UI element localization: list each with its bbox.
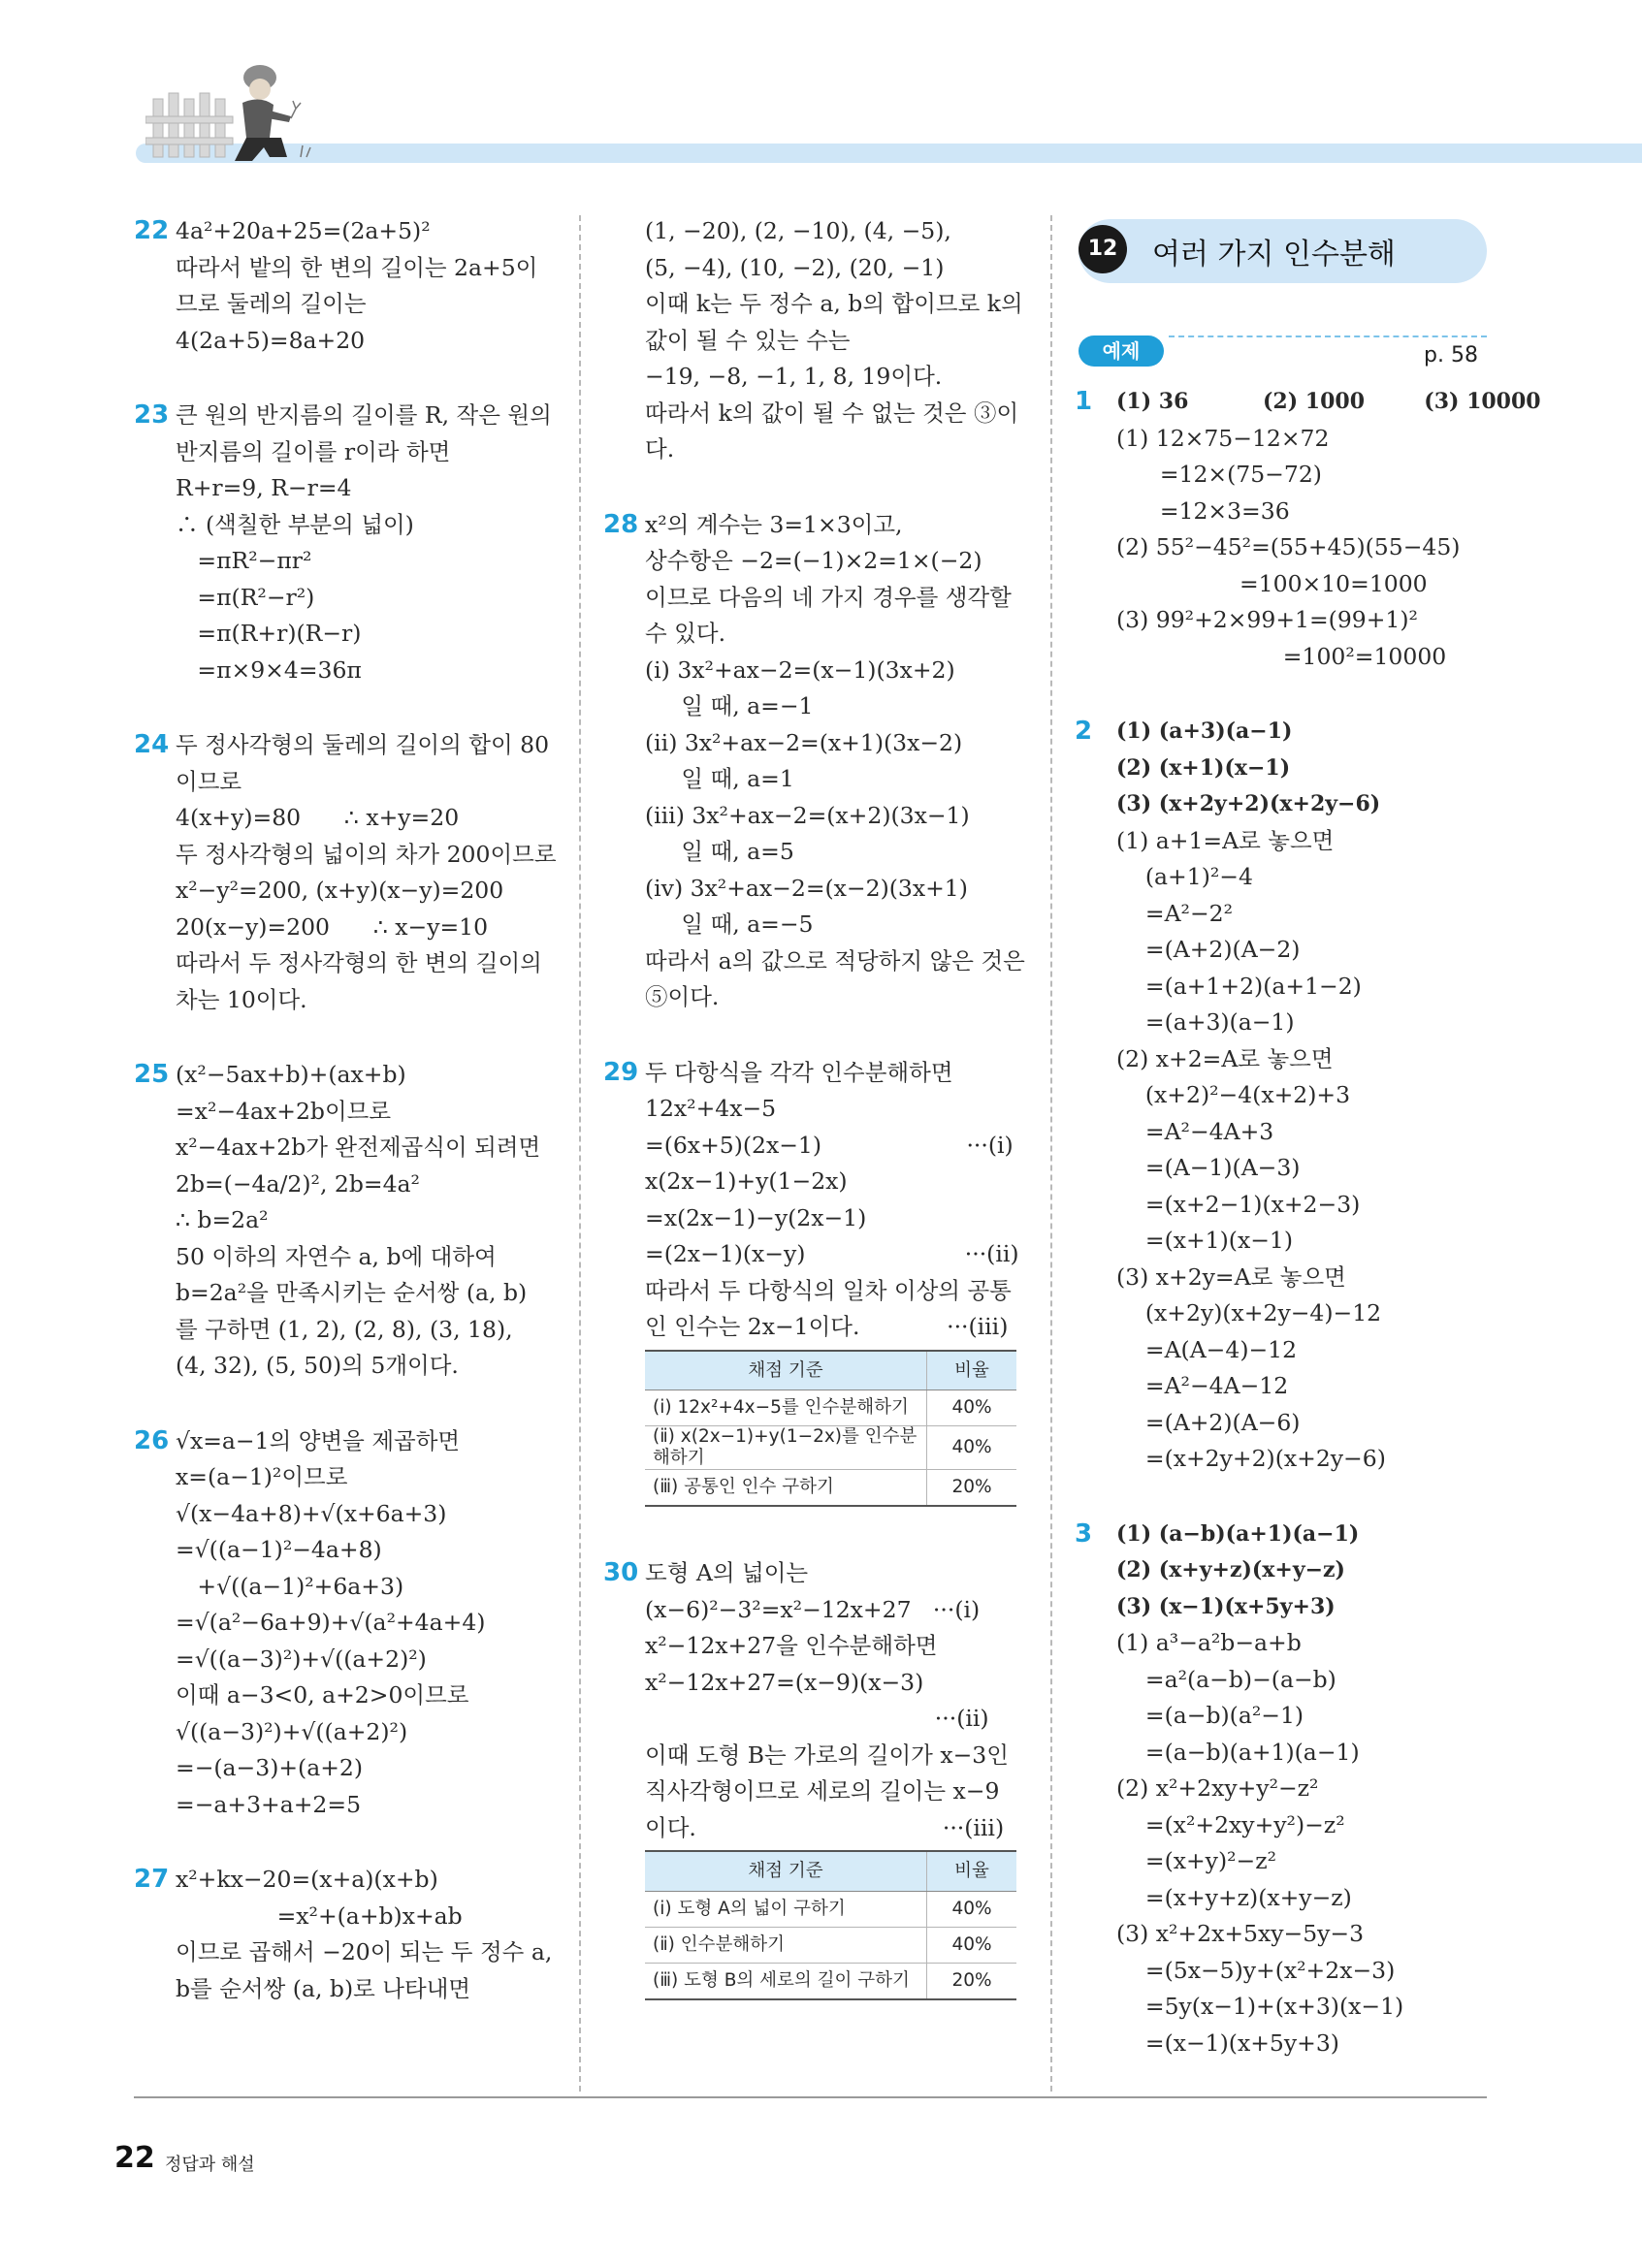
solution-line: √(x−4a+8)+√(x+6a+3) <box>176 1499 447 1527</box>
solution-line: (x²−5ax+b)+(ax+b) <box>176 1061 406 1088</box>
example-divider <box>1169 335 1487 337</box>
solution-line: 따라서 k의 값이 될 수 없는 것은 ③이 <box>645 399 1019 427</box>
solution-line: 두 다항식을 각각 인수분해하면 <box>645 1058 953 1086</box>
solution-line: (ⅳ) 3x²+ax−2=(x−2)(3x+1) <box>645 874 968 902</box>
scoring-ratio: 20% <box>927 1963 1017 1999</box>
solution-line: 일 때, a=−1 <box>645 692 814 719</box>
scoring-criterion: (ⅰ) 12x²+4x−5를 인수분해하기 <box>645 1390 927 1426</box>
solution-line: =π(R+r)(R−r) <box>176 620 362 647</box>
page-number: 22 <box>114 2141 155 2175</box>
solution-line: (1) a³−a²b−a+b <box>1116 1629 1302 1656</box>
solution-line: (1) 12×75−12×72 <box>1116 424 1330 452</box>
problem-number: 24 <box>134 730 170 759</box>
topic-badge: 12강 <box>1079 225 1127 273</box>
solution-line: =(a+3)(a−1) <box>1116 1008 1295 1036</box>
scoring-criterion: (ⅲ) 공통인 인수 구하기 <box>645 1470 927 1507</box>
solution-line: =A²−4A+3 <box>1116 1117 1274 1145</box>
example-tag: 예제 <box>1079 335 1164 367</box>
scoring-row <box>645 1891 1016 1927</box>
solution-line: (ⅰ) 3x²+ax−2=(x−1)(3x+2) <box>645 655 955 684</box>
solution-line: (2) x+2=A로 놓으면 <box>1116 1044 1334 1072</box>
solution-line: (x+2y)(x+2y−4)−12 <box>1116 1299 1382 1326</box>
solution-line: x=(a−1)²이므로 <box>176 1463 348 1490</box>
solution-line: =A(A−4)−12 <box>1116 1335 1298 1363</box>
problem <box>134 398 561 688</box>
problem-body <box>645 1055 1030 1517</box>
problem <box>134 1423 561 1824</box>
solution-line: 직사각형이므로 세로의 길이는 x−9 <box>645 1777 1000 1805</box>
solution-line: =(x+2−1)(x+2−3) <box>1116 1190 1361 1218</box>
scoring-table <box>645 1850 1016 2000</box>
problem <box>1075 1517 1501 2062</box>
solution-line: 상수항은 −2=(−1)×2=1×(−2) <box>645 547 982 574</box>
solution-line: 일 때, a=1 <box>645 765 794 792</box>
answer-line: (3) (x+2y+2)(x+2y−6) <box>1116 791 1381 816</box>
solution-line: 다. <box>645 435 675 463</box>
solution-line: √x=a−1의 양변을 제곱하면 <box>176 1426 461 1454</box>
solution-line: x(2x−1)+y(1−2x) <box>645 1167 848 1195</box>
solution-line: =x(2x−1)−y(2x−1) <box>645 1203 867 1231</box>
solution-line: 이때 k는 두 정수 a, b의 합이므로 k의 <box>645 290 1023 317</box>
problem <box>134 1862 561 2007</box>
solution-line: =(A+2)(A−2) <box>1116 936 1301 963</box>
solution-line: (ⅲ) 3x²+ax−2=(x+2)(3x−1) <box>645 801 970 829</box>
solution-line: 4a²+20a+25=(2a+5)² <box>176 217 431 244</box>
problem-body <box>176 398 561 688</box>
column-divider <box>1050 215 1052 2092</box>
problem-number: 22 <box>134 216 170 245</box>
answer-line: (1) 36 (2) 1000 (3) 10000 <box>1116 389 1541 414</box>
solution-line: (x+2)²−4(x+2)+3 <box>1116 1081 1351 1108</box>
scoring-row <box>645 1963 1016 1999</box>
solution-line: =12×3=36 <box>1116 496 1290 525</box>
solution-line: =a²(a−b)−(a−b) <box>1116 1665 1336 1693</box>
problem <box>134 213 561 359</box>
problem-body <box>176 1423 561 1824</box>
solution-line: ···(ⅱ) <box>645 1705 989 1732</box>
solution-line: 이므로 곱해서 −20이 되는 두 정수 a, <box>176 1938 553 1965</box>
solution-line: =(A+2)(A−6) <box>1116 1408 1301 1436</box>
solution-line: b를 순서쌍 (a, b)로 나타내면 <box>176 1974 471 2002</box>
solution-line: =100×10=1000 <box>1116 569 1428 597</box>
solution-line: 값이 될 수 있는 수는 <box>645 326 851 354</box>
solution-line: =(x−1)(x+5y+3) <box>1116 2028 1339 2057</box>
solution-line: 큰 원의 반지름의 길이를 R, 작은 원의 <box>176 401 552 429</box>
answer-line: (2) (x+y+z)(x+y−z) <box>1116 1557 1345 1582</box>
solution-line: =−(a−3)+(a+2) <box>176 1754 364 1781</box>
problem <box>603 1055 1030 1517</box>
answer-line: (1) (a−b)(a+1)(a−1) <box>1116 1520 1360 1547</box>
problem <box>603 1555 1030 2010</box>
problem-number: 25 <box>134 1060 170 1089</box>
solution-line: 이므로 다음의 네 가지 경우를 생각할 <box>645 583 1012 611</box>
solution-line: 수 있다. <box>645 620 726 647</box>
problem-body <box>1116 714 1501 1478</box>
solution-line: (1, −20), (2, −10), (4, −5), <box>645 217 951 244</box>
solution-line: (ⅱ) 3x²+ax−2=(x+1)(3x−2) <box>645 728 963 756</box>
solution-line: 일 때, a=5 <box>645 838 794 865</box>
solution-line: 이므로 <box>176 767 242 795</box>
example-number: 2 <box>1075 717 1093 746</box>
solution-line: =(a+1+2)(a+1−2) <box>1116 972 1362 1000</box>
solution-line: =(a−b)(a+1)(a−1) <box>1116 1738 1360 1766</box>
answer-line: (3) (x−1)(x+5y+3) <box>1116 1593 1336 1619</box>
solution-line: =√((a−1)²−4a+8) <box>176 1536 382 1563</box>
footer-label: 정답과 해설 <box>165 2155 255 2175</box>
scoring-ratio: 20% <box>927 1470 1017 1507</box>
answer-line: (1) (a+3)(a−1) <box>1116 719 1293 744</box>
solution-line: =√(a²−6a+9)+√(a²+4a+4) <box>176 1609 486 1636</box>
solution-line: 20(x−y)=200 ∴ x−y=10 <box>176 912 489 941</box>
solution-line: =(A−1)(A−3) <box>1116 1154 1301 1181</box>
scoring-ratio: 40% <box>927 1891 1017 1927</box>
solution-line: −19, −8, −1, 1, 8, 19이다. <box>645 363 943 390</box>
solution-line: =(6x+5)(2x−1) ···(ⅰ) <box>645 1131 1014 1159</box>
problem-number: 30 <box>603 1558 639 1587</box>
solution-line: 50 이하의 자연수 a, b에 대하여 <box>176 1242 497 1270</box>
problem-body <box>1116 1517 1501 2062</box>
problem <box>603 507 1030 1016</box>
scoring-ratio: 40% <box>927 1927 1017 1963</box>
solution-line: =π(R²−r²) <box>176 583 315 611</box>
solution-line: =x²+(a+b)x+ab <box>176 1901 463 1930</box>
solution-line: =√((a−3)²)+√((a+2)²) <box>176 1645 427 1673</box>
scoring-ratio: 40% <box>927 1426 1017 1470</box>
solution-line: =(5x−5)y+(x²+2x−3) <box>1116 1956 1396 1984</box>
solution-line: +√((a−1)²+6a+3) <box>176 1572 404 1600</box>
solution-line: 4(x+y)=80 ∴ x+y=20 <box>176 804 460 831</box>
problem-number: 26 <box>134 1425 170 1455</box>
solution-line: ∴ b=2a² <box>176 1206 269 1233</box>
solution-line: 를 구하면 (1, 2), (2, 8), (3, 18), <box>176 1315 513 1343</box>
scoring-table <box>645 1350 1016 1508</box>
scoring-row <box>645 1426 1016 1470</box>
answer-line: (2) (x+1)(x−1) <box>1116 754 1291 781</box>
scoring-row <box>645 1927 1016 1963</box>
problem-number: 29 <box>603 1057 639 1087</box>
solution-line: (a+1)²−4 <box>1116 863 1253 890</box>
solution-line: =−a+3+a+2=5 <box>176 1790 362 1818</box>
solution-line: (1) a+1=A로 놓으면 <box>1116 826 1335 854</box>
solution-line: (2) 55²−45²=(55+45)(55−45) <box>1116 533 1461 560</box>
scoring-criterion: (ⅱ) x(2x−1)+y(1−2x)를 인수분해하기 <box>645 1426 927 1470</box>
solution-line: 두 정사각형의 넓이의 차가 200이므로 <box>176 840 557 868</box>
problem-continuation <box>603 213 1030 468</box>
solution-line: (5, −4), (10, −2), (20, −1) <box>645 253 945 281</box>
solution-line: x²−12x+27을 인수분해하면 <box>645 1632 938 1659</box>
footer-rule <box>134 2096 1487 2098</box>
solution-line: (2) x²+2xy+y²−z² <box>1116 1774 1319 1802</box>
solution-line: 반지름의 길이를 r이라 하면 <box>176 437 451 465</box>
solution-line: =5y(x−1)+(x+3)(x−1) <box>1116 1993 1404 2020</box>
column-2 <box>603 213 1030 2049</box>
scoring-criterion: (ⅱ) 인수분해하기 <box>645 1927 927 1963</box>
solution-line: =(x²+2xy+y²)−z² <box>1116 1810 1345 1838</box>
scoring-header: 채점 기준 <box>645 1851 927 1891</box>
solution-line: =π×9×4=36π <box>176 655 362 684</box>
solution-line: 이다. ···(ⅲ) <box>645 1813 1005 1841</box>
ratio-header: 비율 <box>927 1851 1017 1891</box>
solution-line: =A²−2² <box>1116 899 1234 927</box>
problem-number: 28 <box>603 509 639 539</box>
spacer <box>603 213 645 468</box>
problem-body <box>645 213 1030 468</box>
solution-line: (3) x+2y=A로 놓으면 <box>1116 1262 1346 1291</box>
solution-line: 도형 A의 넓이는 <box>645 1559 809 1586</box>
solution-line: =100²=10000 <box>1116 642 1447 670</box>
solution-line: =(2x−1)(x−y) ···(ⅱ) <box>645 1240 1019 1267</box>
solution-line: 따라서 두 다항식의 일차 이상의 공통 <box>645 1276 1012 1304</box>
solution-line: 2b=(−4a/2)², 2b=4a² <box>176 1169 420 1198</box>
problem-number: 27 <box>134 1865 170 1894</box>
example-number: 3 <box>1075 1518 1093 1549</box>
solution-line: 따라서 두 정사각형의 한 변의 길이의 <box>176 949 542 976</box>
problem <box>1075 384 1541 675</box>
problem-body <box>176 1862 561 2007</box>
solution-line: 두 정사각형의 둘레의 길이의 합이 80 <box>176 731 550 758</box>
header-band <box>136 144 1642 163</box>
solution-line: =A²−4A−12 <box>1116 1372 1289 1399</box>
solution-line: √((a−3)²)+√((a+2)²) <box>176 1717 408 1745</box>
solution-line: 12x²+4x−5 <box>645 1095 777 1122</box>
solution-line: R+r=9, R−r=4 <box>176 474 352 501</box>
solution-line: 인 인수는 2x−1이다. ···(ⅲ) <box>645 1313 1009 1340</box>
solution-line: 따라서 a의 값으로 적당하지 않은 것은 <box>645 946 1025 974</box>
solution-line: =(x+2y+2)(x+2y−6) <box>1116 1445 1386 1472</box>
solution-line: (4, 32), (5, 50)의 5개이다. <box>176 1352 459 1379</box>
problem-body <box>176 213 561 359</box>
problem <box>134 727 561 1018</box>
topic-title: 여러 가지 인수분해 <box>1152 238 1396 272</box>
solution-line: x²−y²=200, (x+y)(x−y)=200 <box>176 877 504 904</box>
solution-line: ⑤이다. <box>645 983 720 1010</box>
example-number: 1 <box>1075 387 1093 416</box>
problem-body <box>645 1555 1030 2010</box>
column-divider <box>579 215 581 2092</box>
solution-line: ∴ (색칠한 부분의 넓이) <box>176 510 414 538</box>
problem-body <box>645 507 1030 1016</box>
solution-line: 므로 둘레의 길이는 <box>176 290 367 317</box>
solution-line: x²−12x+27=(x−9)(x−3) <box>645 1668 924 1696</box>
scoring-row <box>645 1470 1016 1507</box>
example-page-ref: p. 58 <box>1424 343 1478 367</box>
solution-line: =(x+y+z)(x+y−z) <box>1116 1883 1352 1911</box>
solution-line: =(x+1)(x−1) <box>1116 1227 1294 1254</box>
solution-line: =(x+y)²−z² <box>1116 1847 1277 1874</box>
scoring-criterion: (ⅲ) 도형 B의 세로의 길이 구하기 <box>645 1963 927 1999</box>
column-3 <box>1075 384 1541 2100</box>
solution-line: x²−4ax+2b가 완전제곱식이 되려면 <box>176 1134 541 1161</box>
gardener-illustration <box>145 60 315 167</box>
solution-line: (x−6)²−3²=x²−12x+27 ···(ⅰ) <box>645 1595 981 1623</box>
solution-line: x²의 계수는 3=1×3이고, <box>645 510 903 538</box>
problem-number: 23 <box>134 400 170 430</box>
problem-body <box>176 1057 561 1385</box>
scoring-ratio: 40% <box>927 1390 1017 1426</box>
solution-line: b=2a²을 만족시키는 순서쌍 (a, b) <box>176 1279 528 1306</box>
solution-line: =πR²−πr² <box>176 547 312 574</box>
column-1 <box>134 213 561 2046</box>
solution-line: =12×(75−72) <box>1116 461 1322 488</box>
solution-line: (3) 99²+2×99+1=(99+1)² <box>1116 606 1418 633</box>
scoring-header: 채점 기준 <box>645 1351 927 1390</box>
solution-line: 차는 10이다. <box>176 985 307 1013</box>
scoring-row <box>645 1390 1016 1426</box>
solution-line: 따라서 밭의 한 변의 길이는 2a+5이 <box>176 253 538 281</box>
solution-line: 이때 도형 B는 가로의 길이가 x−3인 <box>645 1741 1009 1769</box>
problem-body <box>176 727 561 1018</box>
solution-line: 4(2a+5)=8a+20 <box>176 326 366 354</box>
solution-line: 일 때, a=−5 <box>645 910 814 938</box>
solution-line: (3) x²+2x+5xy−5y−3 <box>1116 1920 1365 1947</box>
solution-line: 이때 a−3<0, a+2>0이므로 <box>176 1681 469 1709</box>
ratio-header: 비율 <box>927 1351 1017 1390</box>
solution-line: x²+kx−20=(x+a)(x+b) <box>176 1866 438 1893</box>
problem <box>134 1057 561 1385</box>
problem-body <box>1116 384 1541 675</box>
solution-line: =(a−b)(a²−1) <box>1116 1702 1304 1729</box>
problem <box>1075 714 1501 1478</box>
scoring-criterion: (ⅰ) 도형 A의 넓이 구하기 <box>645 1891 927 1927</box>
solution-line: =x²−4ax+2b이므로 <box>176 1097 392 1125</box>
